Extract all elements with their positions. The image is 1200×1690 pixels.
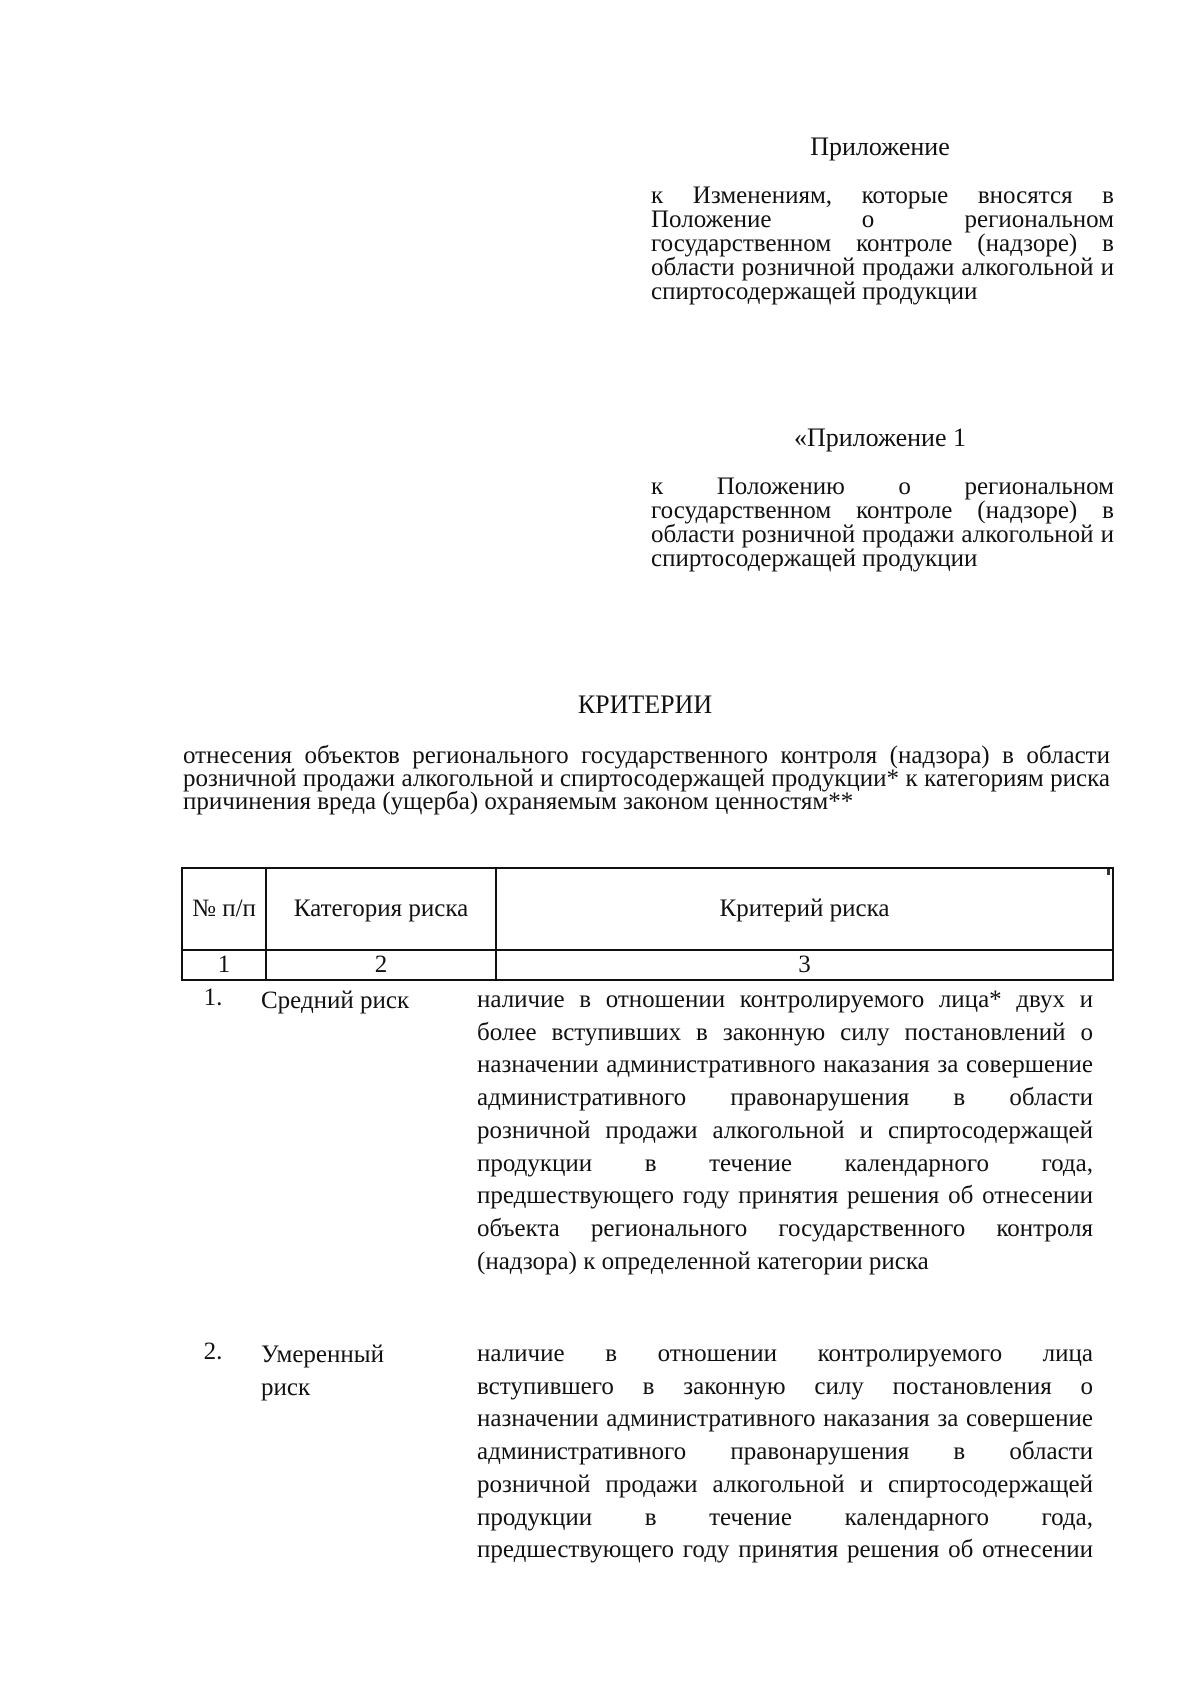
row-risk-category: Средний риск [261,987,410,1014]
row-risk-category: Умеренный риск [261,1341,384,1401]
appendix-1-description: к Положению о региональном государственном контроле (надзоре) в области розничной продажи алкогольной и спиртосодержащей продукции [651,473,1114,572]
column-number-1: 1 [182,950,266,980]
header-risk-criterion-label: Критерий риска [719,895,890,922]
appendix-description: к Изменениям, которые вносятся в Положение о региональном государственном контроле (надзоре) в области розничной продажи алкогольной и спиртосодержащей продукции [651,182,1114,305]
column-number-2: 2 [266,950,496,980]
row-number: 1. [203,984,223,1011]
ink-speck [1107,869,1110,875]
header-number: № п/п [182,868,266,950]
header-risk-criterion [496,868,1113,950]
row-number: 2. [203,1338,223,1365]
row-risk-criterion: наличие в отношении контролируемого лица* двух и более вступивших в законную силу постановлений о назначении административного наказания за совершение административного правонарушения в области розничной продажи алкогольной и спиртосодержащей продукции в течение календарного года, предшествующего году принятия решения об отнесении объекта регионального государственного контроля (надзора) к определенной категории риска [477,986,1093,1275]
row-risk-criterion: наличие в отношении контролируемого лица вступившего в законную силу постановления о назначении административного наказания за совершение административного правонарушения в области розничной продажи алкогольной и спиртосодержащей продукции в течение календарного года, предшествующего году принятия решения об отнесении [477,1340,1093,1564]
criteria-table-header [181,867,1114,981]
criteria-subheading: отнесения объектов регионального государственного контроля (надзора) в области розничной продажи алкогольной и спиртосодержащей продукции* к категориям риска причинения вреда (ущерба) охраняемым законом ценностям** [183,742,1110,815]
appendix-1-title: «Приложение 1 [793,423,967,452]
column-number-3: 3 [496,950,1113,980]
appendix-title: Приложение [810,132,950,161]
criteria-heading: КРИТЕРИИ [577,690,713,719]
header-risk-category: Категория риска [266,868,496,950]
